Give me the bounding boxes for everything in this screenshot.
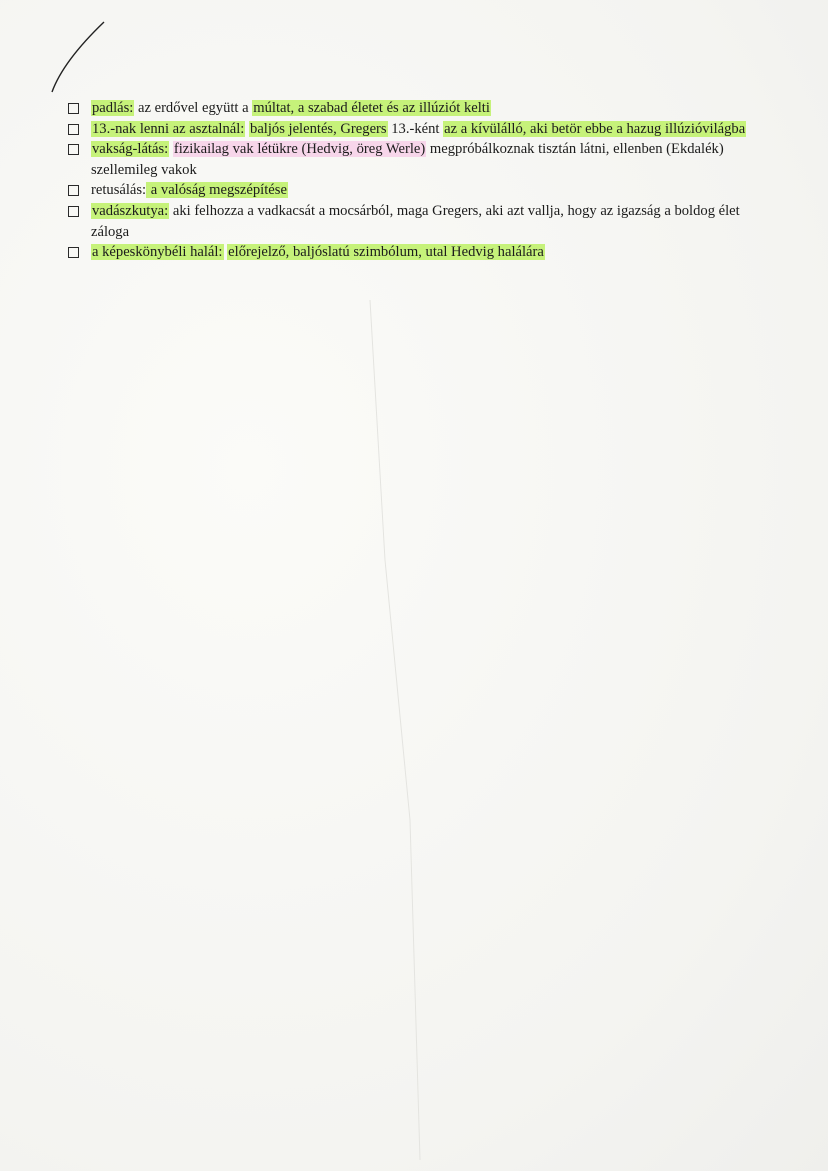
list-item-text: a valóság megszépítése [147,182,287,199]
list-item [67,98,757,119]
checkbox-square-icon [68,144,79,155]
list-item-text: előrejelző, baljóslatú szimbólum, utal Hedvig halálára [228,244,544,261]
list-item-text: baljós jelentés, Gregers [250,120,387,137]
list-item [67,119,757,140]
list-item [67,242,757,263]
list-item-text: az a kívülálló, aki betör ebbe a hazug illúzióvilágba [444,120,746,137]
list-item-text: megpróbálkoznak tisztán látni, ellenben (Ekdalék) szellemileg vakok [91,141,724,178]
list-item-text: vakság-látás: [92,141,169,158]
checkbox-square-icon [68,185,79,196]
list-item-text: retusálás: [91,182,147,199]
list-item-text: a képeskönybéli halál: [92,244,223,261]
list-item [67,180,757,201]
checkbox-square-icon [68,206,79,217]
list-item [67,139,757,180]
list-item-text: az erdővel együtt a [134,100,253,116]
list-item-text: aki felhozza a vadkacsát a mocsárból, maga Gregers, aki azt vallja, hogy az igazság a boldog élet záloga [91,202,740,240]
checkbox-square-icon [68,247,79,258]
bullet-list [67,98,757,263]
checkbox-square-icon [68,103,79,114]
list-item [67,201,757,242]
list-item-text: vadászkutya: [92,202,169,219]
list-item-text: múltat, a szabad életet és az illúziót kelti [253,100,490,116]
list-item-text: 13.-ként [387,120,444,137]
checkbox-square-icon [68,124,79,135]
list-item-text: 13.-nak lenni az asztalnál: [92,120,245,137]
list-item-text: fizikailag vak létükre (Hedvig, öreg Werle) [173,141,426,158]
list-item-text: padlás: [92,100,134,116]
